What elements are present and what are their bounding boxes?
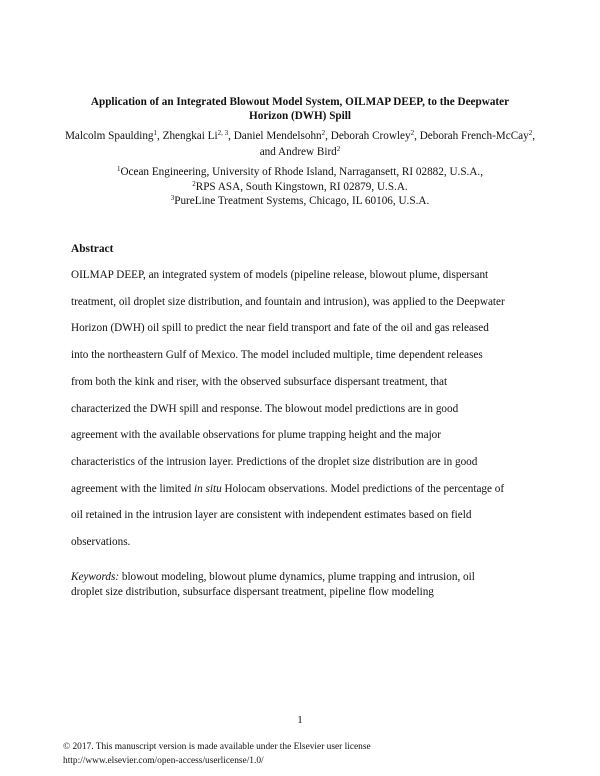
abstract-line xyxy=(71,476,541,503)
abstract-line: into the northeastern Gulf of Mexico. The model included multiple, time dependent releases xyxy=(71,349,483,362)
keywords xyxy=(71,570,541,600)
abstract-text: Holocam observations. Model predictions of the percentage of xyxy=(221,482,505,495)
affiliation-list xyxy=(60,165,540,209)
author-name: Andrew Bird xyxy=(278,146,337,158)
abstract-line: characteristics of the intrusion layer. Predictions of the droplet size distribution are in good xyxy=(71,455,478,468)
affiliation-text: RPS ASA, South Kingstown, RI 02879, U.S.A. xyxy=(195,180,408,193)
copyright-notice: © 2017. This manuscript version is made available under the Elsevier user license xyxy=(63,742,371,752)
affiliation-mark: 3 xyxy=(170,194,175,202)
keywords-line xyxy=(71,570,541,585)
affiliation-mark: 1 xyxy=(116,165,121,173)
abstract-text: agreement with the limited xyxy=(71,482,195,495)
author-name: Deborah Crowley xyxy=(330,130,411,142)
abstract-line: OILMAP DEEP, an integrated system of models (pipeline release, blowout plume, dispersant xyxy=(71,269,489,281)
keywords-text: blowout modeling, blowout plume dynamics, plume trapping and intrusion, oil xyxy=(119,571,475,583)
affiliation-text: Ocean Engineering, University of Rhode Island, Narragansett, RI 02882, U.S.A., xyxy=(120,166,484,178)
author-affiliation-mark: 2, 3 xyxy=(217,129,229,137)
title-line-2: Horizon (DWH) Spill xyxy=(249,110,351,122)
affiliation-item xyxy=(60,194,540,209)
keywords-line: droplet size distribution, subsurface dispersant treatment, pipeline flow modeling xyxy=(71,586,434,598)
affiliation-mark: 2 xyxy=(192,179,196,188)
abstract-line: characterized the DWH spill and response. The blowout model predictions are in good xyxy=(71,402,459,415)
author-separator: , xyxy=(228,130,234,142)
affiliation-item xyxy=(60,165,540,180)
paper-title xyxy=(60,95,540,123)
author-affiliation-mark: 2 xyxy=(321,129,326,137)
affiliation-item xyxy=(60,180,540,195)
author-separator: , xyxy=(414,130,420,142)
abstract-line: from both the kink and riser, with the observed subsurface dispersant treatment, that xyxy=(71,375,448,388)
author-affiliation-mark: 1 xyxy=(153,129,158,137)
abstract-line: oil retained in the intrusion layer are consistent with independent estimates based on field xyxy=(71,509,472,522)
author-list xyxy=(60,128,540,160)
abstract-heading: Abstract xyxy=(71,243,114,255)
abstract-line: treatment, oil droplet size distribution, and fountain and intrusion), was applied to the Deepwater xyxy=(71,295,505,308)
abstract-body xyxy=(71,262,541,556)
author-separator: , xyxy=(157,130,163,142)
author-affiliation-mark: 2 xyxy=(410,129,415,137)
abstract-line: observations. xyxy=(71,536,131,549)
affiliation-text: PureLine Treatment Systems, Chicago, IL 60106, U.S.A. xyxy=(174,195,430,207)
abstract-line: Horizon (DWH) oil spill to predict the near field transport and fate of the oil and gas released xyxy=(71,322,489,335)
author-name: Deborah French-McCay xyxy=(419,130,529,142)
author-affiliation-mark: 2 xyxy=(336,145,341,153)
author-name: Zhengkai Li xyxy=(162,130,218,142)
keywords-label: Keywords: xyxy=(71,571,120,583)
author-separator: , and xyxy=(259,130,536,158)
author-name: Daniel Mendelsohn xyxy=(233,130,322,142)
abstract-italic-term: in situ xyxy=(194,482,222,495)
author-separator: , xyxy=(325,130,331,142)
author-affiliation-mark: 2 xyxy=(528,129,533,137)
abstract-line: agreement with the available observations for plume trapping height and the major xyxy=(71,429,442,442)
page-number: 1 xyxy=(297,714,303,726)
license-footer xyxy=(63,740,371,768)
author-name: Malcolm Spaulding xyxy=(64,130,154,142)
license-url: http://www.elsevier.com/open-access/userlicense/1.0/ xyxy=(63,756,264,766)
title-line-1: Application of an Integrated Blowout Model System, OILMAP DEEP, to the Deepwater xyxy=(90,96,510,108)
